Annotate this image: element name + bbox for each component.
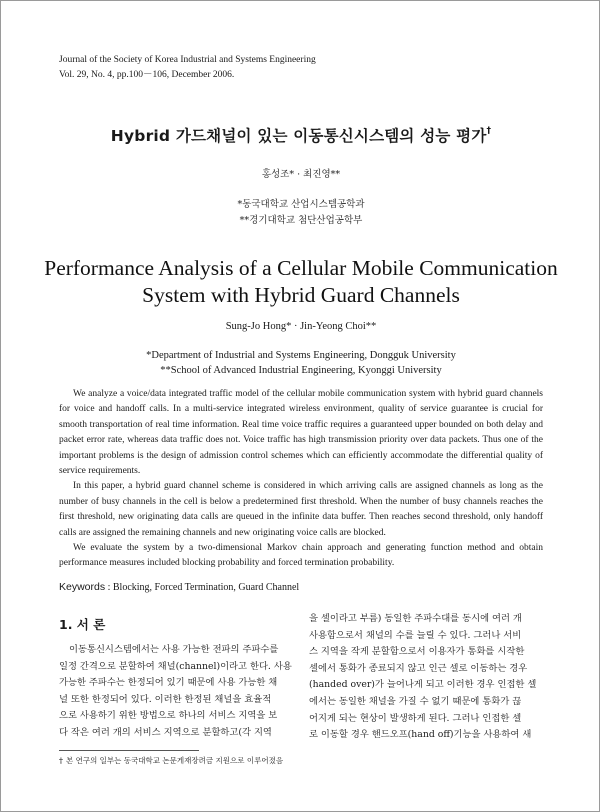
abstract-paragraph-2: In this paper, a hybrid guard channel scheme is considered in which arriving calls are assigned channels as long as the number of busy channels in the cell is below a predetermined first threshold. When the number of busy channels reaches the first threshold, new originating data calls are queued in the infinite data buffer. Then reaches second threshold, only handoff calls are assigned the remaining channels and new originating voice calls are blocked. bbox=[59, 481, 543, 538]
body-line: 다 작은 여러 개의 서비스 지역으로 분할하고(각 지역 bbox=[59, 726, 272, 738]
body-line: 셀에서 통화가 종료되지 않고 인근 셀로 이동하는 경우 bbox=[309, 662, 528, 674]
korean-affiliations bbox=[1, 197, 600, 229]
english-affiliations bbox=[1, 348, 600, 378]
footnote-divider bbox=[59, 750, 199, 751]
right-column bbox=[309, 611, 543, 744]
keywords-label: Keywords bbox=[59, 581, 106, 593]
body-line: 어지게 되는 현상이 발생하게 된다. 그러나 인접한 셀 bbox=[309, 712, 522, 724]
keywords: Keywords : Blocking, Forced Termination, Guard Channel bbox=[59, 581, 300, 593]
korean-authors: 홍성조* · 최진영** bbox=[261, 169, 341, 180]
korean-title bbox=[1, 124, 600, 146]
body-line: 이동통신시스템에서는 사용 가능한 전파의 주파수를 bbox=[69, 644, 279, 655]
title-dagger-mark: † bbox=[486, 126, 492, 136]
english-title-line-2: System with Hybrid Guard Channels bbox=[142, 283, 460, 307]
body-line: 사용함으로서 채널의 수를 늘릴 수 있다. 그러나 서비 bbox=[309, 629, 522, 641]
journal-name: Journal of the Society of Korea Industrial and Systems Engineering bbox=[59, 55, 316, 65]
korean-affiliation-1: *동국대학교 산업시스템공학과 bbox=[237, 199, 365, 210]
english-authors: Sung-Jo Hong* · Jin-Yeong Choi** bbox=[225, 321, 377, 332]
abstract bbox=[59, 387, 543, 572]
body-line: 에서는 동일한 채널을 가질 수 없기 때문에 통화가 끊 bbox=[309, 695, 522, 707]
body-line: 로 이동할 경우 핸드오프(hand off)기능을 사용하여 새 bbox=[309, 729, 532, 741]
footnote-text: 본 연구의 일부는 동국대학교 논문게재장려금 지원으로 이루어졌음 bbox=[65, 756, 284, 765]
body-line: 가능한 주파수는 한정되어 있기 때문에 사용 가능한 채 bbox=[59, 677, 278, 689]
body-line: 일정 간격으로 분할하여 채널(channel)이라고 한다. 사용 bbox=[59, 660, 292, 672]
keywords-values: Blocking, Forced Termination, Guard Channel bbox=[112, 582, 300, 593]
english-title bbox=[1, 255, 600, 309]
english-affiliation-1: *Department of Industrial and Systems Engineering, Dongguk University bbox=[146, 350, 456, 361]
body-line: 을 셀이라고 부름) 동일한 주파수대를 동시에 여러 개 bbox=[309, 613, 522, 624]
body-line: (handed over)가 늘어나게 되고 이러한 경우 인접한 셀 bbox=[309, 679, 537, 691]
footnote bbox=[59, 755, 283, 766]
body-line: 널 또한 한정되어 있다. 이러한 한정된 채널을 효율적 bbox=[59, 693, 272, 705]
english-affiliation-2: **School of Advanced Industrial Engineering, Kyonggi University bbox=[160, 365, 442, 376]
english-title-line-1: Performance Analysis of a Cellular Mobile Communication bbox=[44, 256, 558, 280]
abstract-paragraph-3: We evaluate the system by a two-dimensional Markov chain approach and generating function method and obtain performance measures included blocking probability and forced termination probability. bbox=[59, 543, 543, 569]
abstract-paragraph-1: We analyze a voice/data integrated traffic model of the cellular mobile communication system with hybrid guard channels for voice and handoff calls. In a multi-service integrated wireless environment, quality of service guarantee is crucial for smooth transportation of real time information. Real time voice traffic requires a guaranteed upper bounded on both delay and packet error rate, whereas data traffic does not. Voice traffic has high transmission priority over data packets. Thus one of the important problems is the design of admission control schemes which can efficiently accommodate the differential quality of service requirements. bbox=[59, 389, 543, 477]
korean-title-text: Hybrid 가드채널이 있는 이동통신시스템의 성능 평가 bbox=[110, 127, 487, 145]
journal-issue: Vol. 29, No. 4, pp.100－106, December 2006. bbox=[59, 70, 235, 80]
left-column bbox=[59, 642, 292, 742]
journal-header bbox=[59, 53, 316, 83]
korean-affiliation-2: **경기대학교 첨단산업공학부 bbox=[239, 215, 363, 226]
body-line: 스 지역을 작게 분할함으로서 이용자가 통화를 시작한 bbox=[309, 646, 525, 658]
footnote-dagger-mark: † bbox=[59, 756, 63, 765]
section-heading: 1. 서 론 bbox=[59, 617, 106, 632]
body-line: 으로 사용하기 위한 방법으로 하나의 서비스 지역을 보 bbox=[59, 710, 278, 722]
